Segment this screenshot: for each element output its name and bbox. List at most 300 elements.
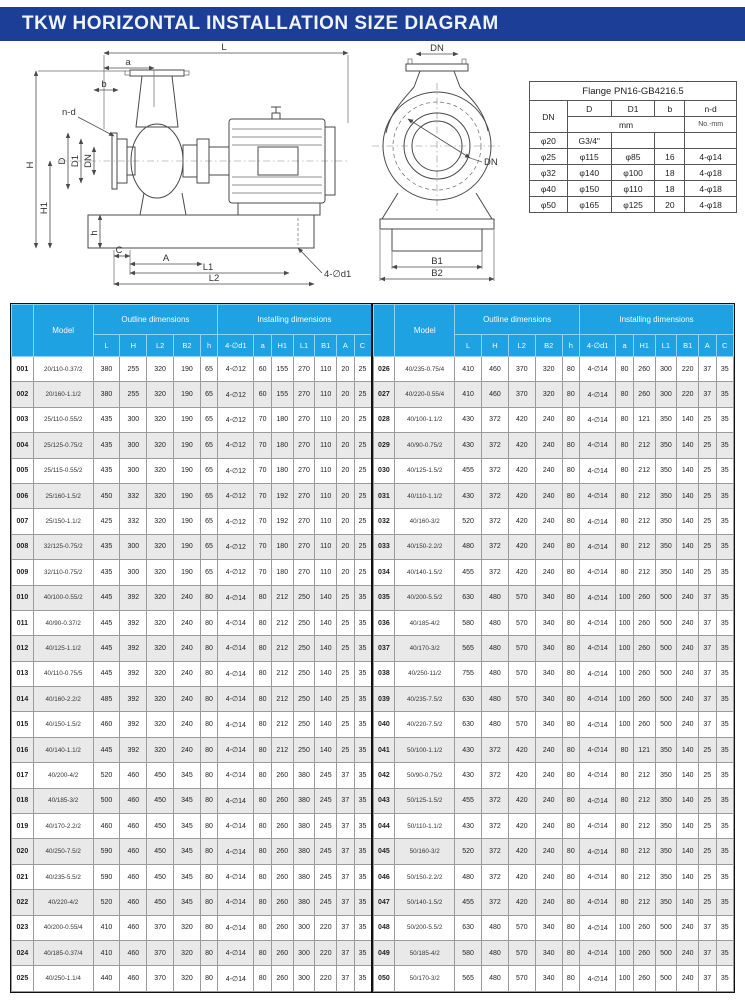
- col-model: Model: [395, 305, 455, 357]
- dim-cell: 260: [271, 763, 293, 788]
- dim-cell: 320: [147, 636, 174, 661]
- model-cell: 32/110-0.75/2: [33, 560, 93, 585]
- row-number: 030: [373, 458, 395, 483]
- dim-cell: 37: [699, 966, 716, 991]
- dim-cell: 300: [120, 407, 147, 432]
- dim-label-H: H: [25, 161, 36, 169]
- dim-cell: 320: [147, 585, 174, 610]
- dim-cell: 4-∅14: [218, 788, 254, 813]
- pump-front-outline: [372, 59, 502, 251]
- dim-cell: 245: [315, 864, 337, 889]
- dim-cell: 80: [616, 763, 633, 788]
- dim-cell: 250: [293, 636, 315, 661]
- dim-cell: 320: [174, 966, 201, 991]
- dim-cell: 35: [716, 433, 733, 458]
- dim-cell: 140: [677, 788, 699, 813]
- dim-cell: 35: [716, 839, 733, 864]
- dim-cell: 580: [455, 940, 482, 965]
- dim-cell: 500: [93, 788, 120, 813]
- flange-col-d: D: [567, 101, 611, 117]
- dim-cell: 4-∅14: [580, 534, 616, 559]
- dim-cell: 80: [616, 560, 633, 585]
- row-number: 019: [12, 814, 34, 839]
- dim-cell: 155: [271, 382, 293, 407]
- dim-cell: 140: [677, 890, 699, 915]
- dim-cell: 80: [616, 509, 633, 534]
- dim-cell: 121: [633, 407, 655, 432]
- model-cell: 25/160-1.5/2: [33, 483, 93, 508]
- dim-cell: 220: [677, 382, 699, 407]
- dim-cell: 37: [699, 610, 716, 635]
- row-number: 028: [373, 407, 395, 432]
- dim-cell: 435: [93, 458, 120, 483]
- dim-cell: 570: [508, 585, 535, 610]
- dim-cell: 430: [455, 737, 482, 762]
- dim-cell: 380: [293, 763, 315, 788]
- dim-cell: 450: [93, 483, 120, 508]
- dim-cell: 25: [699, 509, 716, 534]
- flange-cell: φ40: [530, 181, 568, 197]
- dim-cell: 212: [633, 864, 655, 889]
- dim-cell: 450: [147, 864, 174, 889]
- flange-header-row: [530, 101, 737, 117]
- dim-cell: 420: [508, 483, 535, 508]
- model-cell: 40/100-0.55/2: [33, 585, 93, 610]
- dim-cell: 240: [677, 966, 699, 991]
- dim-cell: 80: [200, 585, 217, 610]
- dim-cell: 212: [633, 534, 655, 559]
- dim-cell: 37: [337, 915, 354, 940]
- col-4d1: 4-∅d1: [218, 335, 254, 357]
- header-group-row: [12, 305, 372, 335]
- dim-cell: 320: [147, 560, 174, 585]
- dim-cell: 190: [174, 509, 201, 534]
- dim-cell: 240: [535, 534, 562, 559]
- model-cell: 40/170-2.2/2: [33, 814, 93, 839]
- table-row: [12, 585, 372, 610]
- dim-cell: 35: [716, 661, 733, 686]
- row-number: 039: [373, 687, 395, 712]
- right-tbody: [373, 357, 734, 992]
- row-number: 032: [373, 509, 395, 534]
- dim-cell: 260: [271, 814, 293, 839]
- dim-cell: 372: [482, 483, 509, 508]
- dim-cell: 260: [633, 712, 655, 737]
- dim-cell: 460: [482, 357, 509, 382]
- dim-cell: 300: [120, 458, 147, 483]
- dim-cell: 25: [699, 458, 716, 483]
- flange-cell: 20: [655, 197, 685, 213]
- dim-cell: 25: [354, 509, 371, 534]
- dim-cell: 212: [271, 687, 293, 712]
- page-title: TKW HORIZONTAL INSTALLATION SIZE DIAGRAM: [22, 13, 499, 34]
- dim-cell: 500: [655, 585, 677, 610]
- dim-cell: 460: [120, 864, 147, 889]
- model-cell: 40/110-1.1/2: [395, 483, 455, 508]
- dim-cell: 65: [200, 407, 217, 432]
- dim-cell: 140: [677, 483, 699, 508]
- dim-cell: 80: [200, 661, 217, 686]
- dim-cell: 25: [699, 407, 716, 432]
- dim-cell: 20: [337, 458, 354, 483]
- row-number: 014: [12, 687, 34, 712]
- table-row: [373, 864, 734, 889]
- dim-cell: 100: [616, 940, 633, 965]
- dim-cell: 340: [535, 687, 562, 712]
- dim-label-L2: L2: [208, 273, 220, 284]
- table-row: [12, 864, 372, 889]
- dim-cell: 35: [716, 458, 733, 483]
- dim-cell: 570: [508, 687, 535, 712]
- dim-cell: 4-∅12: [218, 458, 254, 483]
- row-number: 026: [373, 357, 395, 382]
- table-row: [12, 610, 372, 635]
- col-L1: L1: [293, 335, 315, 357]
- dim-cell: 4-∅14: [218, 864, 254, 889]
- table-row: [373, 890, 734, 915]
- dim-cell: 80: [616, 814, 633, 839]
- model-cell: 40/140-1.5/2: [395, 560, 455, 585]
- model-cell: 40/250-11/2: [395, 661, 455, 686]
- dimension-table-left: [11, 304, 373, 992]
- dim-cell: 140: [677, 737, 699, 762]
- dim-cell: 372: [482, 814, 509, 839]
- dim-cell: 340: [535, 661, 562, 686]
- dim-cell: 25: [354, 534, 371, 559]
- model-cell: 50/200-5.5/2: [395, 915, 455, 940]
- dim-cell: 35: [716, 585, 733, 610]
- model-cell: 40/200-4/2: [33, 763, 93, 788]
- dim-cell: 212: [271, 712, 293, 737]
- dim-cell: 80: [562, 407, 579, 432]
- dim-cell: 300: [120, 560, 147, 585]
- dim-cell: 4-∅12: [218, 357, 254, 382]
- dim-cell: 70: [254, 560, 271, 585]
- table-row: [12, 636, 372, 661]
- dim-cell: 25: [699, 864, 716, 889]
- dim-cell: 35: [354, 890, 371, 915]
- dim-cell: 260: [633, 966, 655, 991]
- dim-cell: 37: [699, 940, 716, 965]
- model-cell: 40/185-3/2: [33, 788, 93, 813]
- dim-cell: 455: [455, 458, 482, 483]
- dim-cell: 430: [455, 763, 482, 788]
- dim-cell: 190: [174, 407, 201, 432]
- dim-cell: 480: [482, 712, 509, 737]
- dim-cell: 340: [535, 966, 562, 991]
- row-number: 031: [373, 483, 395, 508]
- row-number: 015: [12, 712, 34, 737]
- dim-cell: 345: [174, 814, 201, 839]
- model-cell: 40/150-1.5/2: [33, 712, 93, 737]
- dim-cell: 35: [354, 737, 371, 762]
- dim-cell: 60: [254, 357, 271, 382]
- row-number: 044: [373, 814, 395, 839]
- dim-cell: 420: [508, 890, 535, 915]
- dim-cell: 140: [677, 839, 699, 864]
- dim-cell: 80: [254, 661, 271, 686]
- table-row: [12, 458, 372, 483]
- dim-cell: 460: [120, 940, 147, 965]
- dim-cell: 212: [633, 560, 655, 585]
- flange-col-b: b: [655, 101, 685, 117]
- dim-cell: 350: [655, 458, 677, 483]
- dim-cell: 245: [315, 788, 337, 813]
- dim-cell: 450: [147, 890, 174, 915]
- dim-cell: 35: [716, 712, 733, 737]
- table-row: [373, 382, 734, 407]
- table-row: [373, 763, 734, 788]
- dim-cell: 25: [699, 737, 716, 762]
- dim-cell: 80: [200, 788, 217, 813]
- dim-cell: 80: [562, 890, 579, 915]
- dim-label-C: C: [115, 245, 123, 256]
- row-number: 029: [373, 433, 395, 458]
- dim-cell: 80: [254, 788, 271, 813]
- col-H1: H1: [271, 335, 293, 357]
- dim-cell: 480: [482, 915, 509, 940]
- dim-cell: 25: [337, 712, 354, 737]
- dim-cell: 80: [562, 712, 579, 737]
- dim-cell: 430: [455, 483, 482, 508]
- table-row: [373, 433, 734, 458]
- dim-cell: 37: [337, 839, 354, 864]
- row-number: 050: [373, 966, 395, 991]
- group-installing-dimensions: Installing dimensions: [580, 305, 734, 335]
- flange-cell: 4-φ14: [685, 149, 737, 165]
- dim-cell: 570: [508, 661, 535, 686]
- dim-cell: 455: [455, 788, 482, 813]
- dim-cell: 35: [716, 483, 733, 508]
- dim-cell: 100: [616, 585, 633, 610]
- dim-cell: 80: [616, 534, 633, 559]
- col-H: H: [120, 335, 147, 357]
- dim-cell: 410: [93, 940, 120, 965]
- dim-cell: 25: [337, 661, 354, 686]
- table-row: [12, 940, 372, 965]
- dim-cell: 4-∅14: [580, 864, 616, 889]
- row-number: 023: [12, 915, 34, 940]
- dim-cell: 260: [633, 661, 655, 686]
- row-number: 049: [373, 940, 395, 965]
- dim-cell: 500: [655, 661, 677, 686]
- page-title-banner: [0, 7, 745, 41]
- col-h: h: [562, 335, 579, 357]
- dim-label-A: A: [162, 253, 170, 264]
- dim-cell: 340: [535, 712, 562, 737]
- dim-cell: 80: [562, 737, 579, 762]
- dim-cell: 250: [293, 687, 315, 712]
- flange-row: [530, 165, 737, 181]
- dim-cell: 570: [508, 712, 535, 737]
- dim-cell: 480: [482, 940, 509, 965]
- dim-cell: 70: [254, 433, 271, 458]
- group-installing-dimensions: Installing dimensions: [218, 305, 372, 335]
- dim-cell: 240: [535, 509, 562, 534]
- dim-cell: 140: [677, 864, 699, 889]
- dim-label-B2: B2: [431, 268, 443, 279]
- table-row: [373, 357, 734, 382]
- dim-cell: 65: [200, 534, 217, 559]
- dim-cell: 110: [315, 458, 337, 483]
- dim-cell: 80: [616, 737, 633, 762]
- dim-cell: 140: [315, 737, 337, 762]
- flange-cell: φ100: [611, 165, 655, 181]
- dim-cell: 80: [562, 458, 579, 483]
- dim-cell: 140: [677, 458, 699, 483]
- flange-cell: φ165: [567, 197, 611, 213]
- model-cell: 50/125-1.5/2: [395, 788, 455, 813]
- table-row: [12, 382, 372, 407]
- dim-cell: 4-∅14: [218, 814, 254, 839]
- table-row: [373, 814, 734, 839]
- flange-unit-mm: mm: [567, 117, 684, 133]
- row-number: 009: [12, 560, 34, 585]
- row-number: 041: [373, 737, 395, 762]
- dim-cell: 80: [200, 763, 217, 788]
- dim-cell: 320: [147, 687, 174, 712]
- flange-table-body: [530, 133, 737, 213]
- table-row: [12, 966, 372, 991]
- col-B1: B1: [315, 335, 337, 357]
- dimension-lines: [25, 42, 351, 285]
- dim-cell: 4-∅14: [580, 585, 616, 610]
- dim-cell: 570: [508, 915, 535, 940]
- dim-cell: 35: [354, 661, 371, 686]
- dim-cell: 4-∅14: [580, 788, 616, 813]
- dim-cell: 25: [337, 636, 354, 661]
- dim-cell: 320: [147, 483, 174, 508]
- flange-cell: 4-φ18: [685, 165, 737, 181]
- dim-cell: 320: [147, 458, 174, 483]
- dim-cell: 565: [455, 636, 482, 661]
- table-row: [12, 433, 372, 458]
- dim-cell: 340: [535, 585, 562, 610]
- dim-label-b: b: [101, 79, 107, 90]
- table-row: [12, 483, 372, 508]
- dim-cell: 220: [315, 940, 337, 965]
- col-A: A: [699, 335, 716, 357]
- table-row: [373, 483, 734, 508]
- dim-cell: 140: [677, 534, 699, 559]
- dim-cell: 340: [535, 915, 562, 940]
- dim-cell: 212: [633, 483, 655, 508]
- dim-cell: 320: [147, 433, 174, 458]
- dim-cell: 121: [633, 737, 655, 762]
- dim-cell: 245: [315, 890, 337, 915]
- dim-cell: 485: [93, 687, 120, 712]
- dim-cell: 35: [716, 357, 733, 382]
- dim-cell: 25: [354, 483, 371, 508]
- model-cell: 40/170-3/2: [395, 636, 455, 661]
- dim-cell: 180: [271, 560, 293, 585]
- dim-cell: 340: [535, 636, 562, 661]
- dim-cell: 245: [315, 839, 337, 864]
- model-cell: 40/220-7.5/2: [395, 712, 455, 737]
- model-cell: 25/150-1.1/2: [33, 509, 93, 534]
- table-row: [373, 458, 734, 483]
- dim-label-D: D: [57, 157, 68, 165]
- model-cell: 25/110-0.55/2: [33, 407, 93, 432]
- dim-cell: 240: [535, 788, 562, 813]
- dim-cell: 320: [174, 915, 201, 940]
- table-row: [12, 737, 372, 762]
- dim-cell: 80: [200, 712, 217, 737]
- dim-cell: 35: [716, 560, 733, 585]
- dim-label-DN-side: DN: [484, 157, 498, 168]
- flange-row: [530, 197, 737, 213]
- dim-cell: 260: [271, 864, 293, 889]
- dim-cell: 260: [633, 940, 655, 965]
- dim-cell: 372: [482, 458, 509, 483]
- dim-cell: 590: [93, 864, 120, 889]
- dim-cell: 500: [655, 636, 677, 661]
- row-number: 007: [12, 509, 34, 534]
- dim-cell: 80: [562, 661, 579, 686]
- dim-cell: 25: [354, 458, 371, 483]
- dim-cell: 80: [616, 483, 633, 508]
- dim-cell: 260: [271, 915, 293, 940]
- dim-cell: 350: [655, 509, 677, 534]
- dim-cell: 4-∅14: [218, 915, 254, 940]
- dim-cell: 350: [655, 433, 677, 458]
- dim-cell: 480: [455, 864, 482, 889]
- dim-cell: 240: [174, 636, 201, 661]
- dim-cell: 240: [677, 915, 699, 940]
- dim-cell: 25: [337, 687, 354, 712]
- dim-cell: 20: [337, 483, 354, 508]
- dim-cell: 520: [455, 839, 482, 864]
- model-cell: 40/220-4/2: [33, 890, 93, 915]
- group-outline-dimensions: Outline dimensions: [93, 305, 218, 335]
- model-cell: 50/160-3/2: [395, 839, 455, 864]
- dim-cell: 420: [508, 839, 535, 864]
- dim-cell: 460: [120, 814, 147, 839]
- dim-cell: 180: [271, 534, 293, 559]
- dim-cell: 80: [562, 763, 579, 788]
- dim-cell: 80: [562, 357, 579, 382]
- dim-cell: 320: [535, 357, 562, 382]
- dim-cell: 4-∅14: [218, 687, 254, 712]
- dim-cell: 20: [337, 407, 354, 432]
- dim-cell: 70: [254, 534, 271, 559]
- dim-cell: 180: [271, 433, 293, 458]
- row-number: 024: [12, 940, 34, 965]
- dim-cell: 455: [455, 890, 482, 915]
- dim-cell: 4-∅14: [218, 636, 254, 661]
- dim-cell: 100: [616, 915, 633, 940]
- dim-cell: 110: [315, 534, 337, 559]
- dim-cell: 450: [147, 814, 174, 839]
- flange-cell: φ20: [530, 133, 568, 149]
- dim-cell: 80: [562, 560, 579, 585]
- dim-cell: 270: [293, 560, 315, 585]
- row-number: 020: [12, 839, 34, 864]
- dim-cell: 212: [271, 661, 293, 686]
- dim-cell: 212: [271, 585, 293, 610]
- dim-cell: 190: [174, 483, 201, 508]
- dim-cell: 35: [354, 636, 371, 661]
- row-number: 001: [12, 357, 34, 382]
- dim-cell: 100: [616, 966, 633, 991]
- dim-cell: 80: [616, 864, 633, 889]
- dim-cell: 420: [508, 407, 535, 432]
- dim-cell: 260: [271, 966, 293, 991]
- model-cell: 40/110-0.75/5: [33, 661, 93, 686]
- dim-cell: 260: [633, 636, 655, 661]
- dim-cell: 570: [508, 940, 535, 965]
- dim-cell: 240: [677, 585, 699, 610]
